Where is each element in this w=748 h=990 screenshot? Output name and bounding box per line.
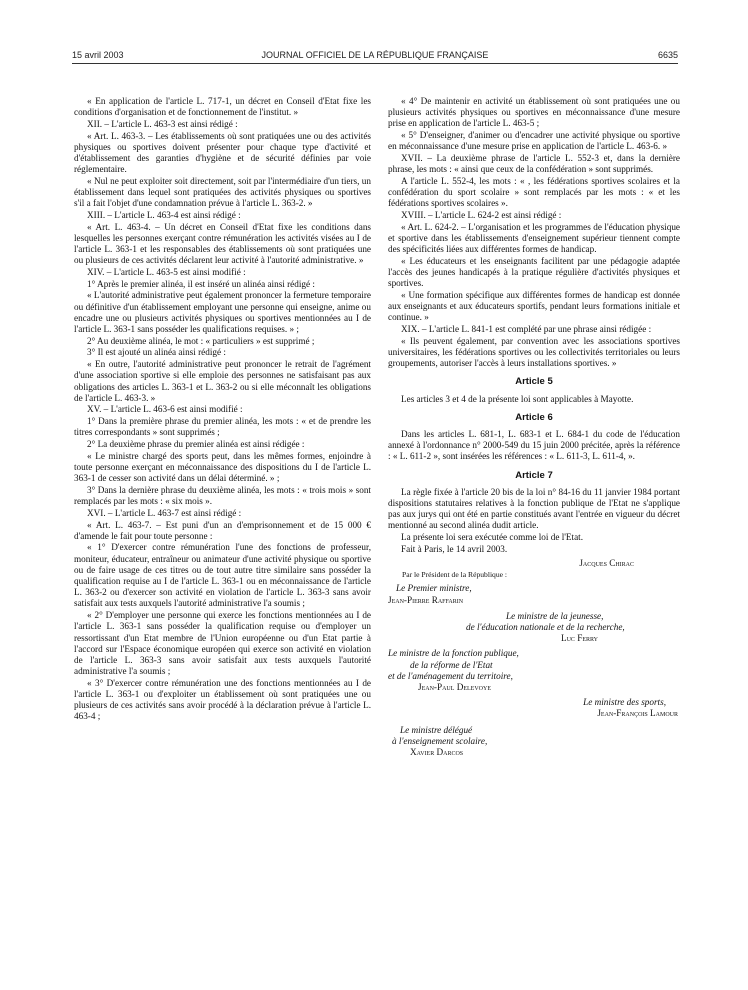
fp-title-1: Le ministre de la fonction publique, [388,648,519,659]
paragraph: XII. – L'article L. 463-3 est ainsi rédigé : [87,118,238,129]
article-6-heading: Article 6 [515,411,553,423]
president-signature: Jacques Chirac [579,558,634,569]
paragraph: « L'autorité administrative peut également prononcer la fermeture temporaire ou définitive d'un établissement employant une personne qui enseigne, anime ou encadre une ou plusieurs activités physiques ou sportives mentionnées au I de l'article L. 363-1 sans posséder les qualifications requises. » ; [74,290,371,335]
done-at-clause: Fait à Paris, le 14 avril 2003. [401,543,508,554]
paragraph: XV. – L'article L. 463-6 est ainsi modifié : [87,404,243,415]
paragraph: A l'article L. 552-4, les mots : « , les fédérations sportives scolaires et la confédération du sport scolaire » sont remplacés par les mots : « et les fédérations sportives scolaires ». [388,175,680,209]
pm-signature: Jean-Pierre Raffarin [388,594,464,605]
jeunesse-title-1: Le ministre de la jeunesse, [506,610,604,621]
paragraph: « Une formation spécifique aux différentes formes de handicap est donnée aux enseignants et aux éducateurs sportifs, pendant leurs formations initiale et continue. » [388,289,680,323]
article-6-text: Dans les articles L. 681-1, L. 683-1 et L. 684-1 du code de l'éducation annexé à l'ordonnance n° 2000-549 du 15 juin 2000 précitée, après la référence : « L. 611-2 », sont insérées les références : « L. 611-3, L. 611-4, ». [388,428,680,462]
par-le-president: Par le Président de la République : [402,570,508,580]
article-7-heading: Article 7 [515,469,553,481]
paragraph: XIV. – L'article L. 463-5 est ainsi modifié : [87,267,246,278]
paragraph: « 3° D'exercer contre rémunération une des fonctions mentionnées au I de l'article L. 363-1 ou d'exploiter un établissement où sont pratiquées une ou plusieurs de ces activités sans avoir procédé à la déclaration prévue à l'article L. 463-4 ; [74,677,371,722]
paragraph: « 4° De maintenir en activité un établissement où sont pratiquées une ou plusieurs activités physiques ou sportives en méconnaissance d'une mesure prise en application de l'article L. 463-5 ; [388,96,680,129]
sports-title: Le ministre des sports, [583,697,666,708]
paragraph: « Ils peuvent également, par convention avec les associations sportives universitaires, les fédérations sportives ou les collectivités territoriales ou leurs groupements, autoriser l'accès à leurs installations sportives. » [388,335,680,369]
paragraph: « 2° D'employer une personne qui exerce les fonctions mentionnées au I de l'article L. 363-1 sans posséder la qualification requise ou d'employer un ressortissant d'un Etat membre de l'Union européenne ou d'un Etat partie à l'accord sur l'Espace économique européen qui exerce son activité en violation de l'article L. 363-3 sans avoir satisfait aux tests auxquels l'autorité administrative l'a soumis ; [74,610,371,677]
paragraph: 1° Dans la première phrase du premier alinéa, les mots : « et de prendre les titres correspondants » sont supprimés ; [74,416,371,438]
paragraph: « Nul ne peut exploiter soit directement, soit par l'intermédiaire d'un tiers, un établissement dans lequel sont pratiquées des activités physiques ou sportives s'il a fait l'objet d'une condamnation prévue à l'article L. 363-2. » [74,175,371,209]
paragraph: XVII. – La deuxième phrase de l'article L. 552-3 et, dans la dernière phrase, les mots : « ainsi que ceux de la confédération » sont supprimés. [388,153,680,175]
jeunesse-title-2: de l'éducation nationale et de la recherche, [466,622,625,633]
paragraph: XVIII. – L'article L. 624-2 est ainsi rédigé : [401,210,562,221]
paragraph: « Art. L. 463-7. – Est puni d'un an d'emprisonnement et de 15 000 € d'amende le fait pour toute personne : [74,519,371,541]
delegue-signature: Xavier Darcos [410,747,464,758]
delegue-title-1: Le ministre délégué [400,724,473,735]
article-5-heading: Article 5 [515,376,553,388]
paragraph: 1° Après le premier alinéa, il est inséré un alinéa ainsi rédigé : [87,278,315,289]
article-7-text: La règle fixée à l'article 20 bis de la loi n° 84-16 du 11 janvier 1984 portant dispositions statutaires relatives à la fonction publique de l'Etat ne s'applique pas aux jurys qui ont été en partie constitués avant l'entrée en vigueur du décret mentionné au second alinéa dudit article. [388,486,680,531]
header-rule [72,63,678,64]
sports-signature: Jean-François Lamour [597,708,678,719]
paragraph: 2° Au deuxième alinéa, le mot : « particuliers » est supprimé ; [87,335,315,346]
paragraph: « Art. L. 463-4. – Un décret en Conseil d'Etat fixe les conditions dans lesquelles les personnes exerçant contre rémunération les activités visées au I de l'article L. 363-1 et les responsables des établissements où sont pratiquées une ou plusieurs de ces activités déclarent leur activité à l'autorité administrative. » [74,221,371,266]
pm-title: Le Premier ministre, [396,583,472,594]
paragraph: « 5° D'enseigner, d'animer ou d'encadrer une activité physique ou sportive en méconnaissance d'une mesure prise en application de l'article L. 463-6. » [388,130,680,152]
paragraph: XVI. – L'article L. 463-7 est ainsi rédigé : [87,507,242,518]
paragraph: « Le ministre chargé des sports peut, dans les mêmes formes, enjoindre à toute personne exerçant en méconnaissance des dispositions du I de l'article L. 363-1 de cesser son activité dans un délai déterminé. » ; [74,450,371,484]
paragraph: 3° Dans la dernière phrase du deuxième alinéa, les mots : « trois mois » sont remplacés par les mots : « six mois ». [74,484,371,507]
paragraph: « Art. L. 624-2. – L'organisation et les programmes de l'éducation physique et sportive dans les établissements d'enseignement supérieur tiennent compte des spécificités liées aux différentes formes de handicap. [388,221,680,255]
paragraph: « En outre, l'autorité administrative peut prononcer le retrait de l'agrément d'une association sportive si elle emploie des personnes ne satisfaisant pas aux obligations des articles L. 363-1 et L. 363-2 ou si elle méconnaît les obligations de l'article L. 463-3. » [74,359,371,403]
delegue-title-2: à l'enseignement scolaire, [392,735,488,746]
header-date: 15 avril 2003 [72,50,124,60]
header-title: JOURNAL OFFICIEL DE LA RÉPUBLIQUE FRANÇAISE [261,50,489,60]
header-page-number: 6635 [657,50,678,60]
right-column [388,96,680,758]
left-column [74,96,371,723]
paragraph: « En application de l'article L. 717-1, un décret en Conseil d'Etat fixe les conditions d'organisation et de fonctionnement de l'institut. » [74,96,371,118]
fp-signature: Jean-Paul Delevoye [418,682,491,693]
paragraph: XIX. – L'article L. 841-1 est complété par une phrase ainsi rédigée : [401,324,652,335]
fp-title-2: de la réforme de l'Etat [410,659,493,670]
article-5-text: Les articles 3 et 4 de la présente loi sont applicables à Mayotte. [401,393,634,404]
paragraph: 3° Il est ajouté un alinéa ainsi rédigé : [87,347,226,358]
jeunesse-signature: Luc Ferry [560,633,598,644]
execution-clause: La présente loi sera exécutée comme loi de l'Etat. [401,532,584,543]
paragraph: « Les éducateurs et les enseignants facilitent par une pédagogie adaptée l'accès des jeunes handicapés à la pratique régulière d'activités physiques et sportives. [388,255,680,289]
paragraph: « Art. L. 463-3. – Les établissements où sont pratiquées une ou des activités physiques ou sportives doivent présenter pour chaque type d'activité et d'établissement des garanties d'hygiène et de sécurité définies par voie réglementaire. [74,130,371,175]
fp-title-3: et de l'aménagement du territoire, [388,670,513,681]
paragraph: XIII. – L'article L. 463-4 est ainsi rédigé : [87,210,241,221]
page-header [72,50,678,64]
paragraph: 2° La deuxième phrase du premier alinéa est ainsi rédigée : [87,439,305,450]
paragraph: « 1° D'exercer contre rémunération l'une des fonctions de professeur, moniteur, éducateur, entraîneur ou animateur d'une activité physique ou sportive ou de faire usage de ces titres ou de tout autre titre similaire sans posséder la qualification requise au I de l'article L. 363-1 ou en méconnaissance de l'article L. 363-2 ou d'exercer son activité en violation de l'article L. 363-3 sans avoir satisfait aux tests auxquels l'autorité administrative l'a soumis ; [74,542,371,609]
